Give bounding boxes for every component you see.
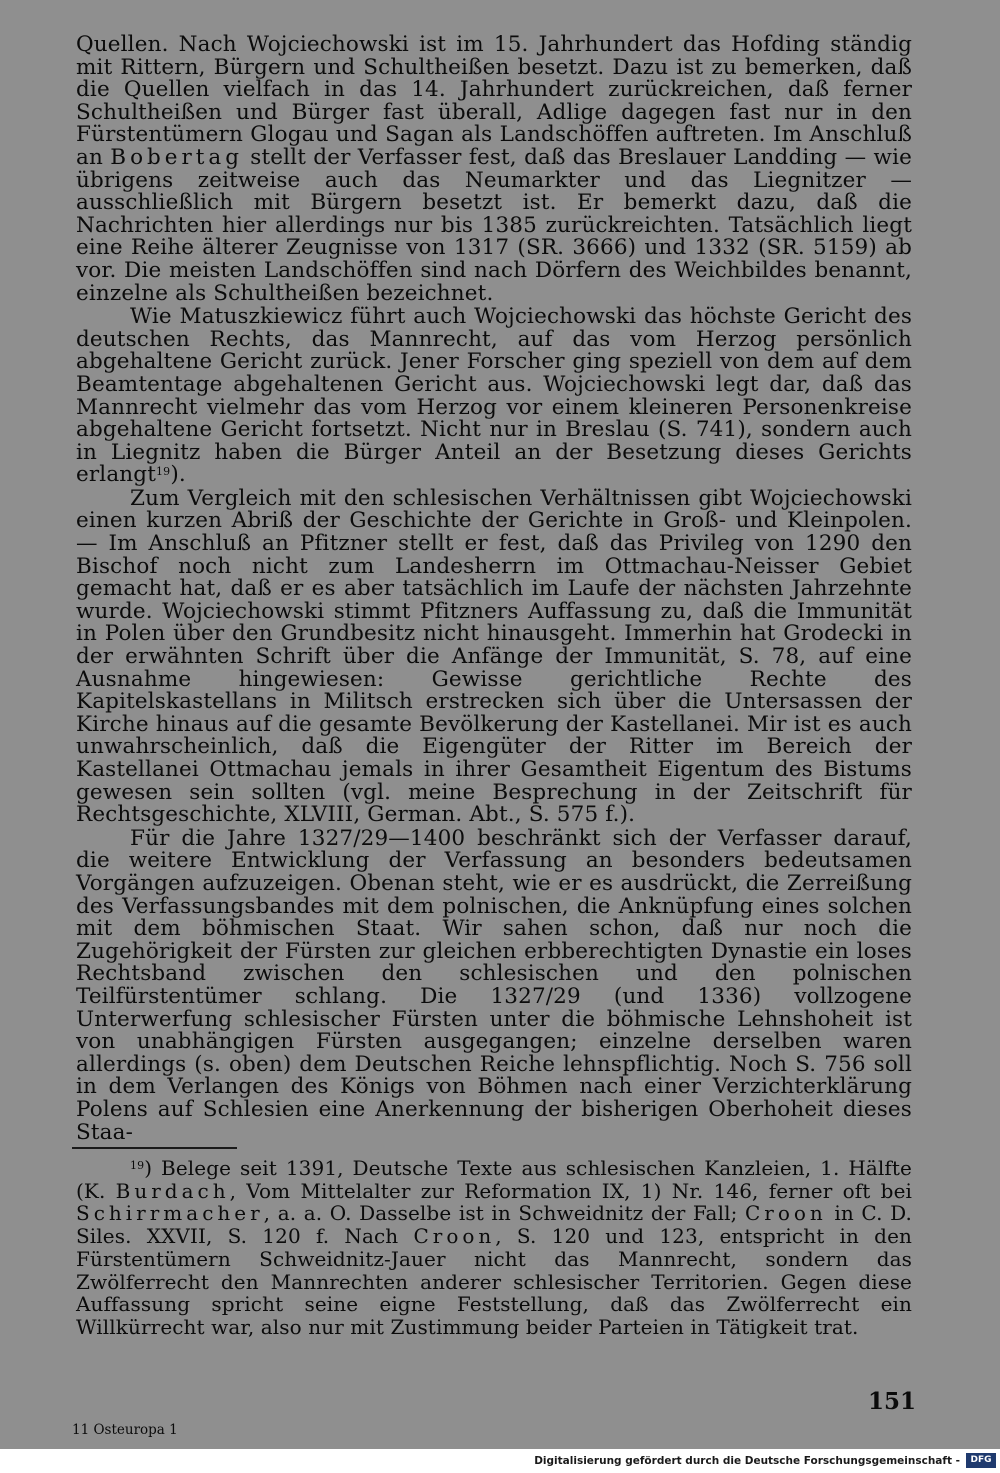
paragraph-4 — [76, 825, 912, 1145]
dfg-logo-icon: DFG — [966, 1453, 996, 1468]
text-run: in C. D. Siles. XXVII, S. 120 f. Nach — [76, 1201, 912, 1249]
text-run: Wie Matuszkiewicz führt auch Wojciechowski das höchste Gericht des deutschen Rechts, das Mannrecht, auf das vom Herzog persönlich abgehaltene Gericht zurück. Jener Forscher ging speziell von dem auf dem Beamtentage abgehaltenen Gericht aus. Wojciechowski legt dar, daß das Mannrecht vielmehr das vom Herzog vor einem kleineren Personenkreise abgehaltene Gericht fortsetzt. Nicht nur in Breslau (S. 741), sondern auch in Liegnitz haben die Bürger Anteil an der Besetzung dieses Gerichts erlangt — [76, 304, 912, 488]
author-name: Croon — [413, 1224, 496, 1249]
text-run: , a. a. O. Dasselbe ist in Schweidnitz der Fall; — [263, 1201, 745, 1226]
funding-credit: Digitalisierung gefördert durch die Deutsche Forschungsgemeinschaft - — [534, 1455, 960, 1467]
author-name: Croon — [744, 1201, 827, 1226]
text-run: Zum Vergleich mit den schlesischen Verhältnissen gibt Wojciechowski einen kurzen Abriß der Geschichte der Gerichte in Groß- und Kleinpolen. — Im Anschluß an Pfitzner stellt er fest, daß das Privileg von 1290 den Bischof noch nicht zum Landesherrn im Ottmachau-Neisser Gebiet gemacht hat, daß er es aber tatsächlich im Laufe der nächsten Jahrzehnte wurde. Wojciechowski stimmt Pfitzners Auffassung zu, daß die Immunität in Polen über den Grundbesitz nicht hinausgeht. Immerhin hat Grodecki in der erwähnten Schrift über die Anfänge der Immunität, S. 78, auf eine Ausnahme hingewiesen: Gewisse gerichtliche Rechte des Kapitelskastellans in Militsch erstrecken sich über die Untersassen der Kirche hinaus auf die gesamte Bevölkerung der Kastellanei. Mir ist es auch unwahrscheinlich, daß die Eigengüter der Ritter im Bereich der Kastellanei Ottmachau jemals in ihrer Gesamtheit Eigentum des Bistums gewesen sein sollten (vgl. meine Besprechung in der Zeitschrift für Rechtsgeschichte, XLVIII, German. Abt., S. 575 f.). — [76, 485, 912, 828]
footnote-divider — [72, 1147, 237, 1149]
text-run: ) Belege seit 1391, Deutsche Texte aus schlesischen Kanzleien, 1. Hälfte (K. — [76, 1156, 912, 1203]
paragraph-2 — [76, 306, 912, 487]
author-name: Bobertag — [110, 144, 243, 170]
text-run: , S. 120 und 123, entspricht in den Fürstentümern Schweidnitz-Jauer nicht das Mannrecht, sondern das Zwölferrecht den Mannrechten anderer schlesischer Territorien. Gegen diese Auffassung spricht seine eigne Feststellung, daß das Zwölferrecht ein Willkürrecht war, also nur mit Zustimmung beider Parteien in Tätigkeit trat. — [76, 1224, 912, 1339]
footnote-marker: 19 — [156, 465, 171, 479]
footnote-marker: 19 — [130, 1159, 145, 1172]
author-name: Burdach — [115, 1178, 230, 1203]
paragraph-1 — [76, 34, 912, 305]
main-text — [76, 34, 912, 1145]
printer-signature: 11 Osteuropa 1 — [72, 1422, 178, 1438]
text-run: stellt der Verfasser fest, daß das Breslauer Landding — wie übrigens zeitweise auch das Neumarkter und das Liegnitzer — ausschließlich mit Bürgern besetzt ist. Er bemerkt dazu, daß die Nachrichten hier allerdings nur bis 1385 zurückreichten. Tatsächlich liegt eine Reihe älterer Zeugnisse von 1317 (SR. 3666) und 1332 (SR. 5159) ab vor. Die meisten Landschöffen sind nach Dörfern des Weichbildes benannt, einzelne als Schultheißen bezeichnet. — [76, 144, 912, 306]
page-number: 151 — [868, 1388, 917, 1415]
author-name: Schirrmacher — [76, 1201, 264, 1226]
text-run: , Vom Mittelalter zur Reformation IX, 1) Nr. 146, ferner oft bei — [229, 1178, 913, 1203]
text-run: Quellen. Nach Wojciechowski ist im 15. Jahrhundert das Hofding ständig mit Rittern, Bürgern und Schultheißen besetzt. Dazu ist zu bemerken, daß die Quellen vielfach in das 14. Jahrhundert zurückreichen, daß ferner Schultheißen und Bürger fast überall, Adlige dagegen fast nur in den Fürstentümern Glogau und Sagan als Landschöffen auftreten. Im Anschluß an — [76, 32, 912, 170]
footnote-19 — [76, 1157, 912, 1339]
text-run: Für die Jahre 1327/29—1400 beschränkt sich der Verfasser darauf, die weitere Entwicklung der Verfassung an besonders bedeutsamen Vorgängen aufzuzeigen. Obenan steht, wie er es ausdrückt, die Zerreißung des Verfassungsbandes mit dem polnischen, die Anknüpfung eines solchen mit dem böhmischen Staat. Wir sahen schon, daß nur noch die Zugehörigkeit der Fürsten zur gleichen erbberechtigten Dynastie ein loses Rechtsband zwischen den schlesischen und den polnischen Teilfürstentümer schlang. Die 1327/29 (und 1336) vollzogene Unterwerfung schlesischer Fürsten unter die böhmische Lehnshoheit ist von unabhängigen Fürsten ausgegangen; einzelne derselben waren allerdings (s. oben) dem Deutschen Reiche lehnspflichtig. Noch S. 756 soll in dem Verlangen des Königs von Böhmen nach einer Verzichterklärung Polens auf Schlesien eine Anerkennung der bisherigen Oberhoheit dieses Staa- — [76, 825, 912, 1145]
text-run: ). — [170, 462, 186, 488]
paragraph-3 — [76, 485, 912, 828]
